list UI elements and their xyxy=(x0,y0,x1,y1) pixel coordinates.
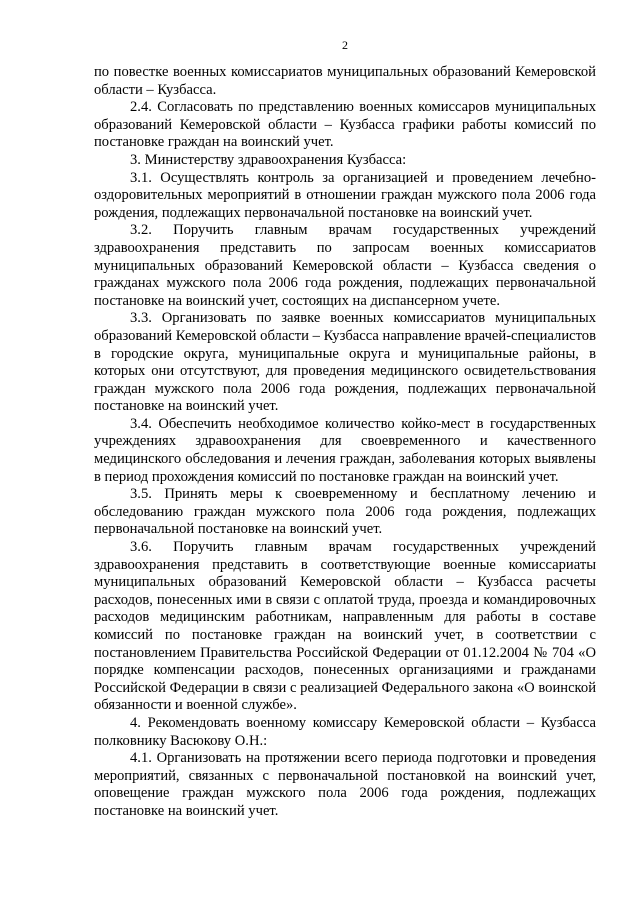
paragraph-2-4: 2.4. Согласовать по представлению военных комиссаров муниципальных образований Кемеровской области – Кузбасса графики работы комиссий по постановке граждан на воинский учет. xyxy=(94,99,596,151)
paragraph-3-2: 3.2. Поручить главным врачам государственных учреждений здравоохранения представить по запросам военных комиссариатов муниципальных образований Кемеровской области – Кузбасса сведения о гражданах мужского пола 2006 года рождения, подлежащих первоначальной постановке на воинский учет, состоящих на диспансерном учете. xyxy=(94,222,596,309)
paragraph-4-1: 4.1. Организовать на протяжении всего периода подготовки и проведения мероприятий, связанных с первоначальной постановкой на воинский учет, оповещение граждан мужского пола 2006 года рождения, подлежащих постановке на воинский учет. xyxy=(94,750,596,819)
paragraph-3: 3. Министерству здравоохранения Кузбасса: xyxy=(130,151,407,168)
paragraph-4: 4. Рекомендовать военному комиссару Кемеровской области – Кузбасса полковнику Васюкову О.Н.: xyxy=(94,714,596,749)
page-number: 2 xyxy=(342,38,348,52)
paragraph-3-5: 3.5. Принять меры к своевременному и бесплатному лечению и обследованию граждан мужского пола 2006 года рождения, подлежащих первоначальной постановке на воинский учет. xyxy=(94,486,596,538)
paragraph-3-3: 3.3. Организовать по заявке военных комиссариатов муниципальных образований Кемеровской области – Кузбасса направление врачей-специалистов в городские округа, муниципальные округа и муниципальные районы, в которых они отсутствуют, для проведения медицинского освидетельствования граждан мужского пола 2006 года рождения, подлежащих первоначальной постановке на воинский учет. xyxy=(94,310,596,415)
paragraph-3-6: 3.6. Поручить главным врачам государственных учреждений здравоохранения представить в соответствующие военные комиссариаты муниципальных образований Кемеровской области – Кузбасса расчеты расходов, понесенных ими в связи с оплатой труда, проезда и командировочных расходов медицинским работникам, направленным для работы в составе комиссий по постановке граждан на воинский учет, в соответствии с постановлением Правительства Российской Федерации от 01.12.2004 № 704 «О порядке компенсации расходов, понесенных организациями и гражданами Российской Федерации в связи с реализацией Федерального закона «О воинской обязанности и военной службе». xyxy=(94,539,596,714)
paragraph-continuation: по повестке военных комиссариатов муниципальных образований Кемеровской области – Кузбасса. xyxy=(94,64,596,98)
paragraph-3-4: 3.4. Обеспечить необходимое количество койко-мест в государственных учреждениях здравоохранения для своевременного и качественного медицинского обследования и лечения граждан, заболевания которых выявлены в период прохождения комиссий по постановке граждан на воинский учет. xyxy=(94,415,596,485)
paragraph-3-1: 3.1. Осуществлять контроль за организацией и проведением лечебно-оздоровительных мероприятий в отношении граждан мужского пола 2006 года рождения, подлежащих первоначальной постановке на воинский учет. xyxy=(94,169,596,221)
